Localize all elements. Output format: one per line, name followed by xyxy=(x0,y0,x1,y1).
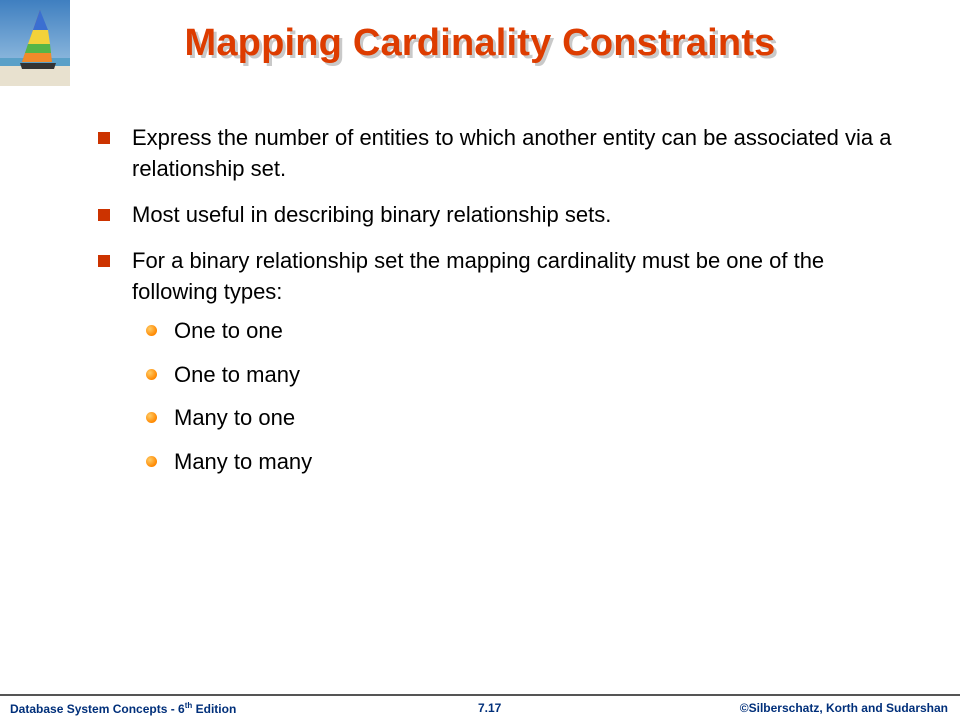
square-bullet-icon xyxy=(98,209,110,221)
sub-bullet-text: One to many xyxy=(174,361,300,387)
slide-title: Mapping Cardinality Constraints xyxy=(184,22,776,64)
bullet-text: For a binary relationship set the mapping cardinality must be one of the following types: xyxy=(132,248,825,304)
footer-edition-label: Edition xyxy=(192,702,237,716)
bullet-item xyxy=(96,199,896,230)
dot-bullet-icon xyxy=(146,325,157,336)
sub-bullet-text: Many to many xyxy=(174,448,313,474)
slide-footer xyxy=(0,694,960,720)
footer-page-number: 7.17 xyxy=(478,701,502,715)
sub-bullet-item xyxy=(144,316,312,345)
bullet-text: Most useful in describing binary relationship sets. xyxy=(132,202,612,227)
bullet-item xyxy=(96,122,896,184)
footer-copyright: ©Silberschatz, Korth and Sudarshan xyxy=(739,701,948,715)
footer-book-title-text: Database System Concepts - 6 xyxy=(10,702,185,716)
footer-edition-suffix: th xyxy=(184,701,193,710)
sub-bullet-item xyxy=(144,447,312,476)
footer-book-title xyxy=(10,701,236,716)
sub-bullet-item xyxy=(144,360,312,389)
square-bullet-icon xyxy=(98,255,110,267)
sub-bullet-text: One to one xyxy=(174,318,283,343)
bullet-text: Express the number of entities to which another entity can be associated via a relationship set. xyxy=(132,125,892,181)
bullet-item xyxy=(96,245,896,307)
sub-bullet-text: Many to one xyxy=(174,405,296,430)
sub-bullet-item xyxy=(144,403,312,432)
square-bullet-icon xyxy=(98,132,110,144)
sub-bullet-list xyxy=(144,316,312,490)
dot-bullet-icon xyxy=(146,456,157,467)
bullet-list xyxy=(96,122,896,323)
dot-bullet-icon xyxy=(146,369,157,380)
dot-bullet-icon xyxy=(146,412,157,423)
